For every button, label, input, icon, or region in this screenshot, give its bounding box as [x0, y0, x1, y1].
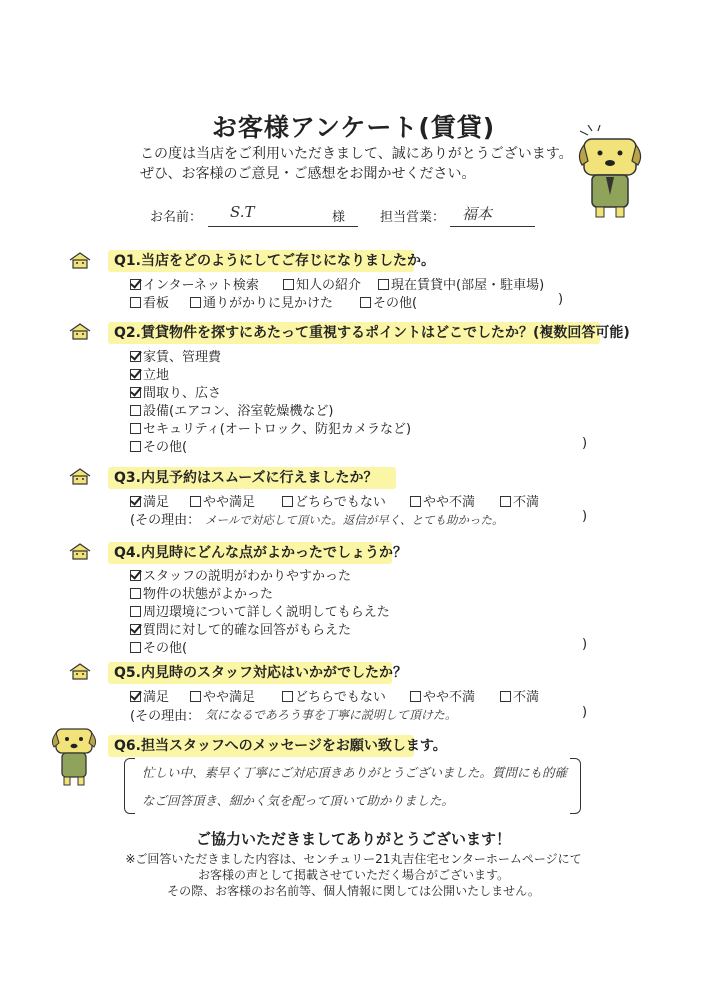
footer-note-3: その際、お客様のお名前等、個人情報に関しては公開いたしません。 [167, 884, 540, 898]
checkbox-checked[interactable] [130, 624, 141, 635]
message-bracket-right [570, 758, 581, 814]
footer-note-2: お客様の声として掲載させていただく場合がございます。 [197, 868, 510, 882]
q2-other-close: ) [582, 436, 588, 451]
name-label: お名前： [150, 210, 203, 225]
checkbox[interactable] [378, 279, 389, 290]
question-4-label: Q4.内見時にどんな点がよかったでしょうか？ [108, 542, 392, 564]
q3-option-satisfied[interactable]: 満足 [130, 491, 169, 510]
q1-other-close: ) [558, 292, 564, 307]
staff-label: 担当営業： [380, 210, 446, 225]
question-2-label: Q2.賃貸物件を探すにあたって重視するポイントはどこでしたか？(複数回答可能) [108, 322, 600, 344]
checkbox[interactable] [190, 496, 201, 507]
q5-reason-close: ) [582, 705, 588, 720]
q4-option-accurate-answers[interactable]: 質問に対して的確な回答がもらえた [130, 619, 351, 638]
checkbox[interactable] [130, 441, 141, 452]
checkbox[interactable] [283, 279, 294, 290]
q1-option-signboard[interactable]: 看板 [130, 292, 169, 311]
thanks-heading: ご協力いただきましてありがとうございます！ [195, 830, 511, 848]
q1-option-referral[interactable]: 知人の紹介 [283, 274, 361, 293]
page-title: お客様アンケート(賃貸) [211, 113, 496, 142]
message-bracket-left [124, 758, 135, 814]
q1-option-current-tenant[interactable]: 現在賃貸中(部屋・駐車場) [378, 274, 544, 293]
checkbox[interactable] [410, 691, 421, 702]
q5-option-dissatisfied[interactable]: 不満 [500, 686, 539, 705]
checkbox[interactable] [282, 691, 293, 702]
q2-option-equipment[interactable]: 設備(エアコン、浴室乾燥機など) [130, 400, 333, 419]
checkbox[interactable] [190, 297, 201, 308]
question-3-label: Q3.内見予約はスムーズに行えましたか？ [108, 467, 396, 489]
checkbox-checked[interactable] [130, 496, 141, 507]
house-icon [68, 542, 92, 560]
checkbox[interactable] [410, 496, 421, 507]
checkbox-checked[interactable] [130, 369, 141, 380]
q3-reason-handwritten: メールで対応して頂いた。返信が早く、とても助かった。 [205, 513, 504, 527]
q5-option-satisfied[interactable]: 満足 [130, 686, 169, 705]
q4-option-other[interactable]: その他( [130, 637, 187, 656]
footer-note-1: ※ご回答いただきました内容は、センチュリー21丸吉住宅センターホームページにて [125, 852, 582, 866]
q2-option-rent[interactable]: 家賃、管理費 [130, 346, 221, 365]
q2-option-location[interactable]: 立地 [130, 364, 169, 383]
q4-option-surroundings[interactable]: 周辺環境について詳しく説明してもらえた [130, 601, 390, 620]
question-6-label: Q6.担当スタッフへのメッセージをお願い致します。 [108, 735, 414, 757]
staff-name-value: 福本 [462, 205, 493, 223]
q2-option-layout[interactable]: 間取り、広さ [130, 382, 221, 401]
checkbox[interactable] [360, 297, 371, 308]
checkbox[interactable] [500, 691, 511, 702]
checkbox-checked[interactable] [130, 570, 141, 581]
checkbox[interactable] [130, 297, 141, 308]
q2-option-other[interactable]: その他( [130, 436, 187, 455]
customer-name-value: S.T [230, 203, 255, 221]
checkbox[interactable] [130, 606, 141, 617]
intro-line-2: ぜひ、お客様のご意見・ご感想をお聞かせください。 [140, 166, 476, 182]
question-5-label: Q5.内見時のスタッフ対応はいかがでしたか？ [108, 662, 392, 684]
q5-reason-handwritten: 気になるであろう事を丁寧に説明して頂けた。 [205, 708, 457, 722]
q3-reason-label: (その理由： [130, 513, 201, 528]
q4-option-property-condition[interactable]: 物件の状態がよかった [130, 583, 273, 602]
mascot-dog-illustration [50, 725, 98, 787]
checkbox[interactable] [130, 642, 141, 653]
question-1-label: Q1.当店をどのようにしてご存じになりましたか。 [108, 250, 414, 272]
q3-reason-close: ) [582, 509, 588, 524]
honorific-label: 様 [332, 210, 346, 225]
q4-option-staff-explanation[interactable]: スタッフの説明がわかりやすかった [130, 565, 351, 584]
q1-option-passing-by[interactable]: 通りがかりに見かけた [190, 292, 333, 311]
q1-option-other[interactable]: その他( [360, 292, 417, 311]
q3-option-somewhat-dissatisfied[interactable]: やや不満 [410, 491, 475, 510]
checkbox-checked[interactable] [130, 351, 141, 362]
checkbox-checked[interactable] [130, 691, 141, 702]
q3-option-dissatisfied[interactable]: 不満 [500, 491, 539, 510]
q3-option-neutral[interactable]: どちらでもない [282, 491, 386, 510]
checkbox[interactable] [130, 588, 141, 599]
checkbox[interactable] [190, 691, 201, 702]
q5-option-somewhat-satisfied[interactable]: やや満足 [190, 686, 255, 705]
intro-line-1: この度は当店をご利用いただきまして、誠にありがとうございます。 [140, 146, 573, 162]
mascot-dog-illustration [576, 125, 646, 220]
checkbox[interactable] [130, 423, 141, 434]
house-icon [68, 662, 92, 680]
checkbox-checked[interactable] [130, 387, 141, 398]
q5-option-neutral[interactable]: どちらでもない [282, 686, 386, 705]
checkbox[interactable] [500, 496, 511, 507]
q5-reason-label: (その理由： [130, 709, 201, 724]
q1-option-internet[interactable]: インターネット検索 [130, 274, 259, 293]
checkbox[interactable] [130, 405, 141, 416]
house-icon [68, 251, 92, 269]
house-icon [68, 322, 92, 340]
q3-option-somewhat-satisfied[interactable]: やや満足 [190, 491, 255, 510]
q5-option-somewhat-dissatisfied[interactable]: やや不満 [410, 686, 475, 705]
name-row [150, 203, 540, 228]
q2-option-security[interactable]: セキュリティ(オートロック、防犯カメラなど) [130, 418, 411, 437]
q6-message-line-1: 忙しい中、素早く丁寧にご対応頂きありがとうございました。質問にも的確 [142, 765, 568, 780]
q4-other-close: ) [582, 637, 588, 652]
q6-message-line-2: なご回答頂き、細かく気を配って頂いて助かりました。 [142, 793, 455, 808]
checkbox-checked[interactable] [130, 279, 141, 290]
house-icon [68, 467, 92, 485]
checkbox[interactable] [282, 496, 293, 507]
